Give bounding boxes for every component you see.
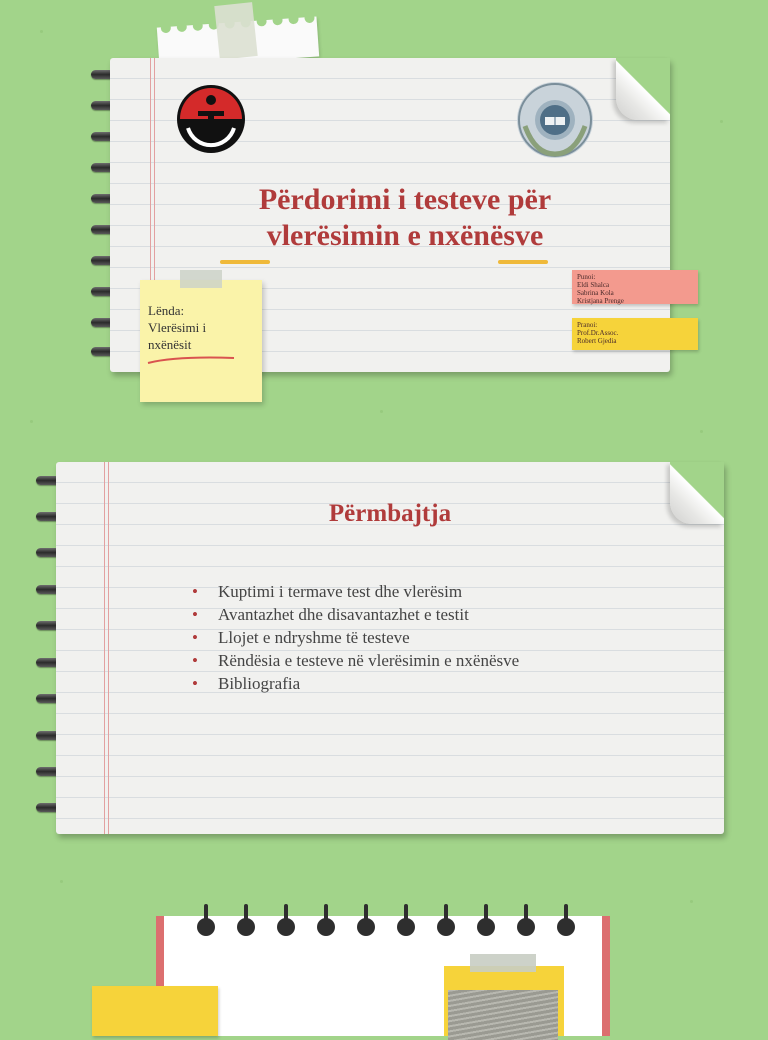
contents-heading: Përmbajtja <box>328 500 452 527</box>
title-highlight-stroke <box>220 260 270 264</box>
contents-item: • Avantazhet dhe disavantazhet e testit <box>192 605 469 624</box>
punoi-name: Kristjana Prenge <box>577 297 624 305</box>
title-highlight-stroke <box>498 260 548 264</box>
bg-speck <box>60 880 63 883</box>
bullet-icon: • <box>192 605 198 624</box>
binder-ring-icon <box>236 904 256 938</box>
tape-strip <box>214 2 257 60</box>
binder-ring-icon <box>276 904 296 938</box>
bg-speck <box>720 120 723 123</box>
contents-list <box>192 580 519 695</box>
binder-ring-icon <box>196 904 216 938</box>
binder-ring-icon <box>436 904 456 938</box>
university-tirana-logo <box>176 84 246 154</box>
bullet-icon: • <box>192 628 198 647</box>
contents-item: • Kuptimi i termave test dhe vlerësim <box>192 582 463 601</box>
pranoi-sticky-note <box>572 318 698 350</box>
title-line-2: vlerësimin e nxënësve <box>266 219 544 252</box>
punoi-name: Sabrina Kola <box>577 289 614 297</box>
lenda-subject-line: nxënësit <box>148 337 192 352</box>
bullet-icon: • <box>192 582 198 601</box>
page-curl <box>616 58 670 120</box>
bg-speck <box>700 430 703 433</box>
punoi-name: Eldi Shalca <box>577 281 610 289</box>
presentation-title <box>170 182 640 254</box>
yellow-sticky-note <box>92 986 218 1036</box>
contents-item: • Llojet e ndryshme të testeve <box>192 628 410 647</box>
binder-ring-icon <box>316 904 336 938</box>
binder-ring-icon <box>356 904 376 938</box>
lenda-sticky-note <box>140 280 262 402</box>
bg-speck <box>380 410 383 413</box>
tape-strip <box>470 954 536 972</box>
photo-image <box>448 990 558 1040</box>
bg-speck <box>690 900 693 903</box>
binder-ring-icon <box>516 904 536 938</box>
bullet-icon: • <box>192 674 198 693</box>
contents-item: • Bibliografia <box>192 674 301 693</box>
binder-ring-icon <box>476 904 496 938</box>
page-curl <box>670 462 724 524</box>
pranoi-label: Pranoi: <box>577 321 598 329</box>
tape-strip <box>180 270 222 288</box>
title-line-1: Përdorimi i testeve për <box>258 183 552 216</box>
binder-ring-icon <box>396 904 416 938</box>
punoi-label: Punoi: <box>577 273 596 281</box>
photo-sticky-note <box>444 966 564 1036</box>
bg-speck <box>40 30 43 33</box>
underline-scribble <box>146 354 236 366</box>
punoi-sticky-note <box>572 270 698 304</box>
bullet-icon: • <box>192 651 198 670</box>
pranoi-line: Prof.Dr.Assoc. <box>577 329 619 337</box>
contents-item: • Rëndësia e testeve në vlerësimin e nxënësve <box>192 651 520 670</box>
faculty-seal-logo <box>515 80 595 160</box>
pranoi-line: Robert Gjedia <box>577 337 617 345</box>
bg-speck <box>30 420 33 423</box>
lenda-label: Lënda: <box>148 303 185 318</box>
lenda-subject-line: Vlerësimi i <box>148 320 207 335</box>
contents-slide-card <box>56 462 724 834</box>
binder-ring-icon <box>556 904 576 938</box>
